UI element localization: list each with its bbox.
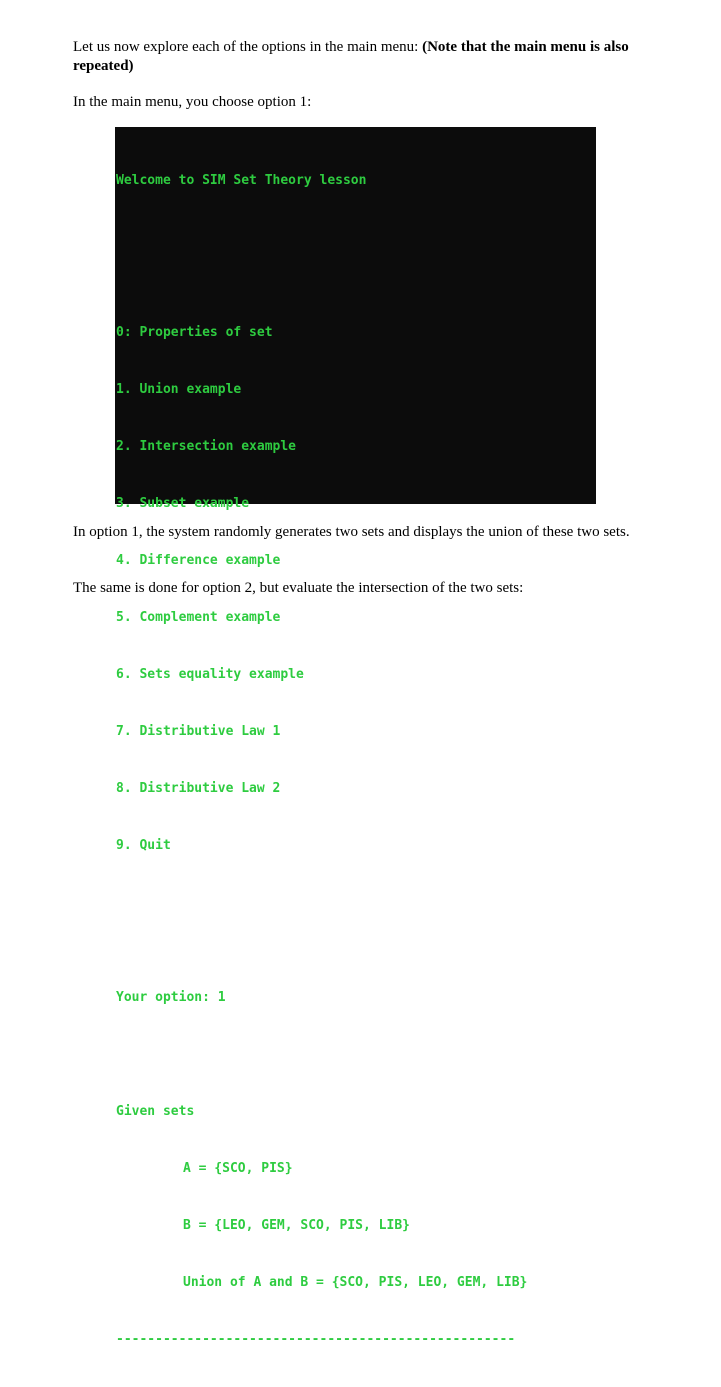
menu-item: 9. Quit xyxy=(116,838,171,853)
intro-paragraph xyxy=(73,38,653,76)
given-sets-label: Given sets xyxy=(116,1104,195,1119)
console-blank-line xyxy=(116,228,527,247)
intro-text: Let us now explore each of the options in the main menu: xyxy=(73,39,423,55)
set-b-line: B = {LEO, GEM, SCO, PIS, LIB} xyxy=(183,1218,410,1233)
menu-item: 5. Complement example xyxy=(116,610,281,625)
set-a-line: A = {SCO, PIS} xyxy=(183,1161,293,1176)
option-prompt: Your option: 1 xyxy=(116,990,226,1005)
menu-item: 8. Distributive Law 2 xyxy=(116,781,281,796)
console-output xyxy=(116,133,527,1387)
menu-item: 7. Distributive Law 1 xyxy=(116,724,281,739)
menu-item: 3. Subset example xyxy=(116,496,250,511)
separator-line: --------------------------------------------------- xyxy=(116,1332,516,1347)
console-blank-line xyxy=(116,931,527,950)
menu-item: 4. Difference example xyxy=(116,553,281,568)
union-result-line: Union of A and B = {SCO, PIS, LEO, GEM, LIB} xyxy=(183,1275,528,1290)
menu-item: 0: Properties of set xyxy=(116,325,273,340)
console-menu xyxy=(116,285,527,893)
menu-item: 1. Union example xyxy=(116,382,242,397)
console-title: Welcome to SIM Set Theory lesson xyxy=(116,173,367,188)
menu-item: 6. Sets equality example xyxy=(116,667,304,682)
option2-paragraph: The same is done for option 2, but evaluate the intersection of the two sets: xyxy=(73,580,524,596)
menu-item: 2. Intersection example xyxy=(116,439,297,454)
intro-note: (Note that the main menu is also repeated) xyxy=(73,39,629,74)
choose-option-paragraph: In the main menu, you choose option 1: xyxy=(73,94,312,110)
option1-paragraph: In option 1, the system randomly generates two sets and displays the union of these two sets. xyxy=(73,524,630,540)
console-blank-line xyxy=(116,1045,527,1064)
